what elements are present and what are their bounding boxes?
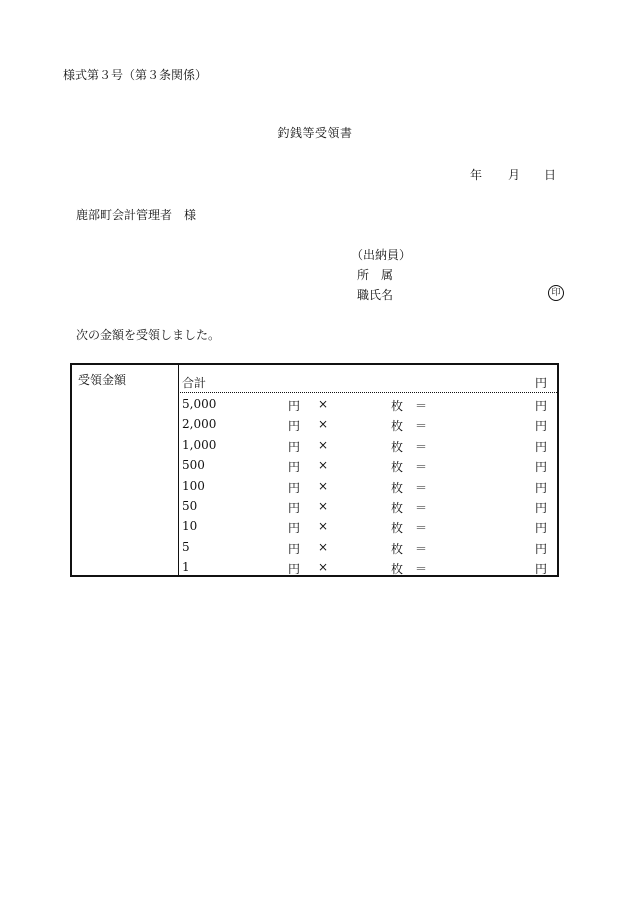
times-sign: × — [318, 539, 329, 554]
denomination-value: 1 — [182, 560, 190, 575]
times-sign: × — [318, 499, 329, 513]
count-unit: 枚 — [391, 541, 404, 556]
yen-unit: 円 — [288, 460, 301, 475]
count-unit: 枚 — [391, 562, 404, 577]
yen-unit: 円 — [288, 541, 301, 556]
table-row — [178, 438, 557, 458]
receipt-statement: 次の金額を受領しました。 — [76, 328, 221, 342]
date-day-label: 日 — [544, 168, 557, 182]
times-sign: × — [318, 397, 329, 411]
total-unit: 円 — [534, 376, 547, 390]
subtotal-unit: 円 — [534, 521, 547, 536]
yen-unit: 円 — [288, 521, 301, 536]
table-row — [178, 560, 557, 580]
denomination-value: 500 — [182, 458, 205, 473]
signer-department-label: 所 属 — [357, 268, 394, 282]
equals-sign: ＝ — [415, 541, 428, 556]
count-unit: 枚 — [391, 419, 404, 434]
times-sign: × — [318, 560, 329, 575]
equals-sign: ＝ — [415, 480, 428, 495]
times-sign: × — [318, 458, 329, 473]
yen-unit: 円 — [288, 562, 301, 577]
signer-role: （出納員） — [351, 248, 412, 262]
equals-sign: ＝ — [415, 439, 428, 454]
seal-mark: 印 — [548, 285, 564, 301]
count-unit: 枚 — [391, 460, 404, 475]
subtotal-unit: 円 — [534, 399, 547, 413]
equals-sign: ＝ — [415, 399, 428, 413]
amount-table — [70, 363, 559, 577]
table-row — [178, 417, 557, 437]
count-unit: 枚 — [391, 399, 404, 413]
table-row — [178, 540, 557, 560]
subtotal-unit: 円 — [534, 480, 547, 495]
count-unit: 枚 — [391, 521, 404, 536]
yen-unit: 円 — [288, 480, 301, 495]
count-unit: 枚 — [391, 480, 404, 495]
denomination-value: 1,000 — [182, 437, 217, 452]
table-row — [178, 499, 557, 519]
total-separator — [178, 392, 557, 393]
denomination-value: 100 — [182, 478, 205, 493]
yen-unit: 円 — [288, 399, 301, 413]
date-month-label: 月 — [508, 168, 521, 182]
count-unit: 枚 — [391, 501, 404, 515]
total-label: 合計 — [182, 376, 207, 390]
subtotal-unit: 円 — [534, 439, 547, 454]
table-row — [178, 397, 557, 417]
date-year-label: 年 — [470, 168, 483, 182]
subtotal-unit: 円 — [534, 419, 547, 434]
subtotal-unit: 円 — [534, 562, 547, 577]
times-sign: × — [318, 478, 329, 493]
table-row — [178, 458, 557, 478]
yen-unit: 円 — [288, 439, 301, 454]
equals-sign: ＝ — [415, 501, 428, 515]
subtotal-unit: 円 — [534, 541, 547, 556]
received-amount-label: 受領金額 — [78, 373, 127, 387]
addressee: 鹿部町会計管理者 様 — [76, 208, 197, 222]
subtotal-unit: 円 — [534, 501, 547, 515]
denomination-value: 10 — [182, 519, 198, 534]
signer-name-label: 職氏名 — [357, 288, 394, 302]
document-title: 釣銭等受領書 — [277, 126, 353, 140]
yen-unit: 円 — [288, 419, 301, 434]
table-row — [178, 519, 557, 539]
subtotal-unit: 円 — [534, 460, 547, 475]
yen-unit: 円 — [288, 501, 301, 515]
times-sign: × — [318, 417, 329, 432]
equals-sign: ＝ — [415, 419, 428, 434]
times-sign: × — [318, 437, 329, 452]
denomination-value: 5 — [182, 539, 190, 554]
equals-sign: ＝ — [415, 460, 428, 475]
form-number: 様式第３号（第３条関係） — [63, 68, 208, 82]
equals-sign: ＝ — [415, 562, 428, 577]
denomination-value: 5,000 — [182, 397, 217, 411]
table-row — [178, 479, 557, 499]
times-sign: × — [318, 519, 329, 534]
denomination-value: 2,000 — [182, 417, 217, 432]
denomination-value: 50 — [182, 499, 198, 513]
equals-sign: ＝ — [415, 521, 428, 536]
count-unit: 枚 — [391, 439, 404, 454]
